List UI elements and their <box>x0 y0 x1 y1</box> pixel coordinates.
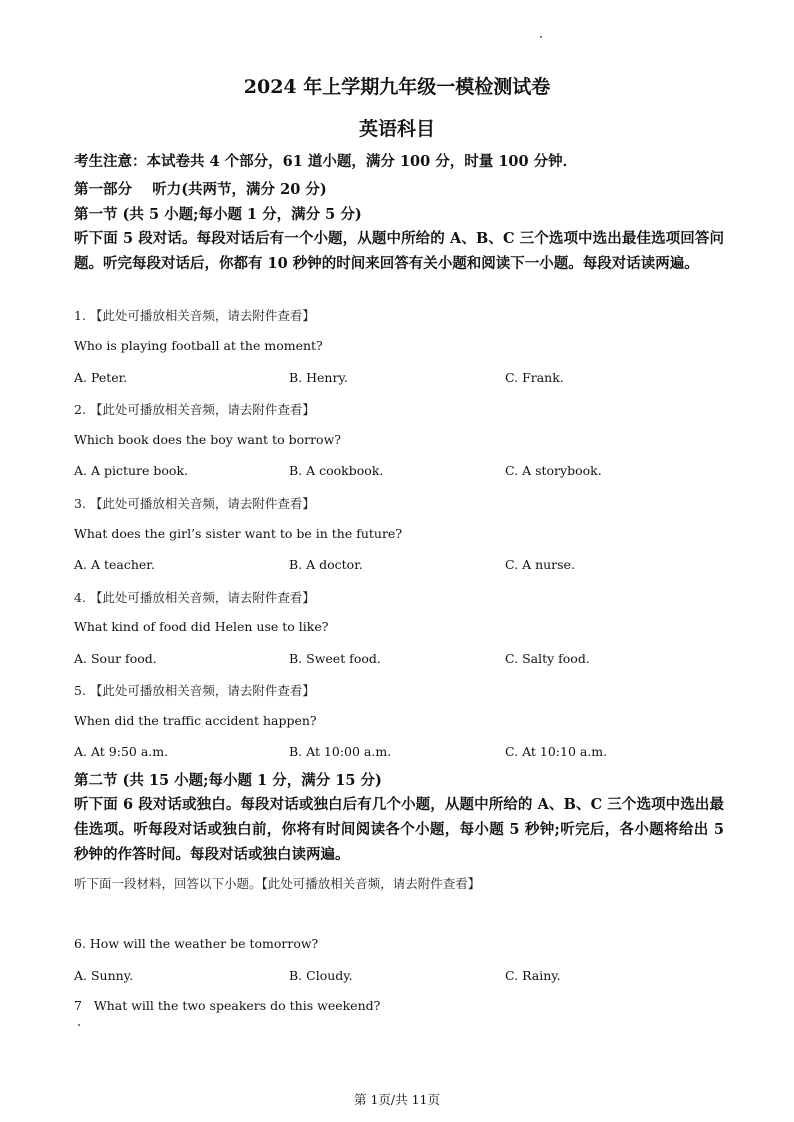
question-text: What kind of food did Helen use to like? <box>74 619 329 634</box>
option-b[interactable]: B. Henry. <box>289 370 348 385</box>
subject-title: 英语科目 <box>358 118 435 140</box>
question-prompt: 1. 【此处可播放相关音频，请去附件查看】 <box>74 308 315 323</box>
option-b[interactable]: B. A cookbook. <box>289 463 384 478</box>
question-text: 6. How will the weather be tomorrow? <box>74 936 319 951</box>
question-prompt: 2. 【此处可播放相关音频，请去附件查看】 <box>74 402 315 417</box>
material-prompt: 听下面一段材料，回答以下小题。【此处可播放相关音频，请去附件查看】 <box>74 876 481 891</box>
question-prompt: 3. 【此处可播放相关音频，请去附件查看】 <box>74 496 315 511</box>
option-a[interactable]: A. A teacher. <box>74 557 155 572</box>
question-text: What does the girl’s sister want to be in the future? <box>74 526 403 541</box>
option-c[interactable]: C. A nurse. <box>505 557 575 572</box>
question-prompt: 5. 【此处可播放相关音频，请去附件查看】 <box>74 683 315 698</box>
option-c[interactable]: C. Frank. <box>505 370 564 385</box>
option-a[interactable]: A. Peter. <box>74 370 128 385</box>
option-a[interactable]: A. Sunny. <box>74 968 134 983</box>
exam-title: 2024 年上学期九年级一模检测试卷 <box>243 76 551 98</box>
option-c[interactable]: C. At 10:10 a.m. <box>505 744 608 759</box>
option-b[interactable]: B. At 10:00 a.m. <box>289 744 392 759</box>
option-c[interactable]: C. Rainy. <box>505 968 561 983</box>
section1-heading: 第一节 (共 5 小题;每小题 1 分，满分 5 分) <box>74 206 362 223</box>
option-a[interactable]: A. A picture book. <box>74 463 188 478</box>
option-c[interactable]: C. Salty food. <box>505 651 590 666</box>
section1-instructions: 听下面 5 段对话。每段对话后有一个小题，从题中所给的 A、B、C 三个选项中选出最佳选项回答问题。听完每段对话后，你都有 10 秒钟的时间来回答有关小题和阅读下一小题。每段对话读两遍。 <box>74 230 724 272</box>
page-number: 第 1页/共 11页 <box>353 1092 441 1107</box>
question-text: Who is playing football at the moment? <box>74 338 323 353</box>
section2-heading: 第二节 (共 15 小题;每小题 1 分，满分 15 分) <box>74 772 382 789</box>
question-text: Which book does the boy want to borrow? <box>74 432 341 447</box>
option-a[interactable]: A. At 9:50 a.m. <box>74 744 169 759</box>
part1-heading: 第一部分 听力(共两节，满分 20 分) <box>74 181 327 198</box>
question-text: When did the traffic accident happen? <box>74 713 317 728</box>
question-prompt: 4. 【此处可播放相关音频，请去附件查看】 <box>74 590 315 605</box>
scan-speck <box>540 36 542 38</box>
option-b[interactable]: B. Sweet food. <box>289 651 381 666</box>
option-c[interactable]: C. A storybook. <box>505 463 602 478</box>
option-b[interactable]: B. A doctor. <box>289 557 363 572</box>
scan-speck <box>78 1024 80 1026</box>
option-b[interactable]: B. Cloudy. <box>289 968 353 983</box>
question-7-text: 7 What will the two speakers do this weekend? <box>74 998 381 1013</box>
option-a[interactable]: A. Sour food. <box>74 651 157 666</box>
section2-instructions: 听下面 6 段对话或独白。每段对话或独白后有几个小题，从题中所给的 A、B、C 三个选项中选出最佳选项。听每段对话或独白前，你将有时间阅读各个小题，每小题 5 秒钟;听完后，各小题将给出 5 秒钟的作答时间。每段对话或独白读两遍。 <box>74 796 724 863</box>
exam-notice: 考生注意：本试卷共 4 个部分，61 道小题，满分 100 分，时量 100 分钟． <box>74 153 578 170</box>
